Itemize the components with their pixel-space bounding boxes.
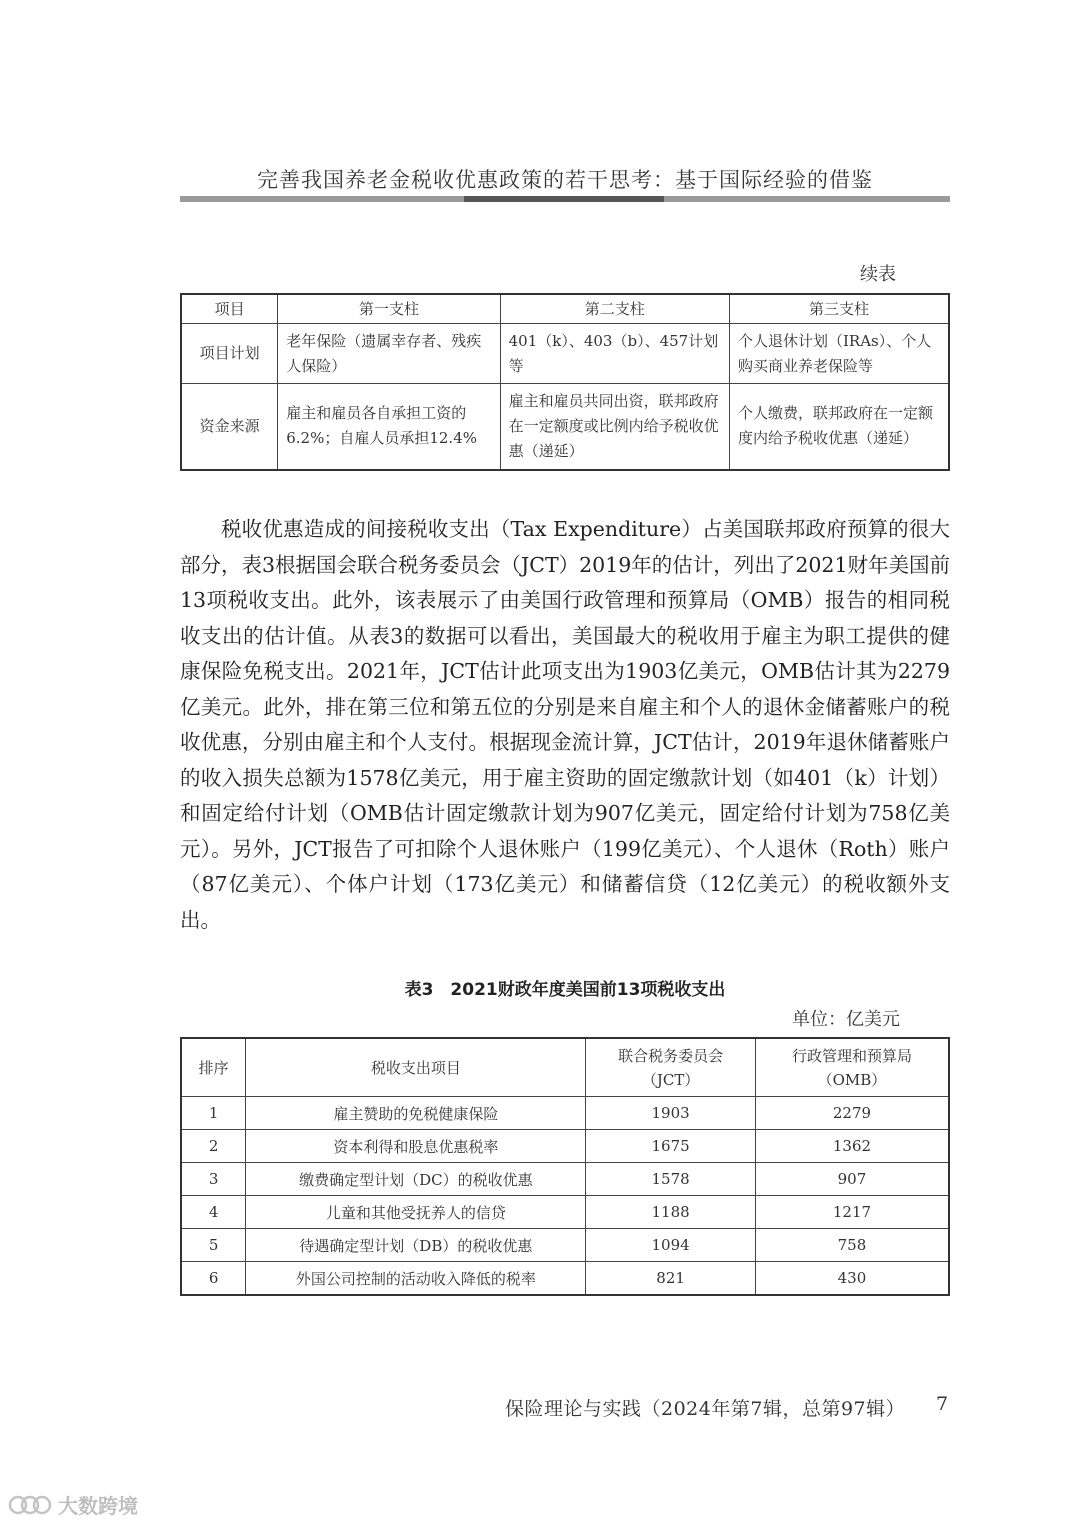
pillar-table bbox=[180, 293, 950, 471]
table-cell: 个人缴费，联邦政府在一定额度内给予税收优惠（递延） bbox=[729, 384, 949, 470]
header-rule bbox=[180, 196, 950, 202]
item-cell: 缴费确定型计划（DC）的税收优惠 bbox=[246, 1163, 586, 1196]
item-cell: 儿童和其他受抚养人的信贷 bbox=[246, 1196, 586, 1229]
table-row bbox=[181, 1262, 949, 1296]
jct-cell: 1188 bbox=[586, 1196, 756, 1229]
watermark bbox=[8, 1490, 138, 1519]
item-cell: 待遇确定型计划（DB）的税收优惠 bbox=[246, 1229, 586, 1262]
omb-cell: 2279 bbox=[755, 1097, 949, 1130]
footer-journal: 保险理论与实践（2024年第7辑，总第97辑） bbox=[505, 1398, 906, 1420]
rank-cell: 5 bbox=[181, 1229, 246, 1262]
table-row bbox=[181, 1163, 949, 1196]
table3-header-row bbox=[181, 1038, 949, 1097]
table-row bbox=[181, 1229, 949, 1262]
omb-cell: 907 bbox=[755, 1163, 949, 1196]
table3-caption: 表3 2021财政年度美国前13项税收支出 bbox=[404, 980, 726, 1000]
body-paragraph: 税收优惠造成的间接税收支出（Tax Expenditure）占美国联邦政府预算的很大部分，表3根据国会联合税务委员会（JCT）2019年的估计，列出了2021财年美国前13项税收支出。此外，该表展示了由美国行政管理和预算局（OMB）报告的相同税收支出的估计值。从表3的数据可以看出，美国最大的税收用于雇主为职工提供的健康保险免税支出。2021年，JCT估计此项支出为1903亿美元，OMB估计其为2279亿美元。此外，排在第三位和第五位的分别是来自雇主和个人的退休金储蓄账户的税收优惠，分别由雇主和个人支付。根据现金流计算，JCT估计，2019年退休储蓄账户的收入损失总额为1578亿美元，用于雇主资助的固定缴款计划（如401（k）计划）和固定给付计划（OMB估计固定缴款计划为907亿美元，固定给付计划为758亿美元）。另外，JCT报告了可扣除个人退休账户（199亿美元）、个人退休（Roth）账户（87亿美元）、个体户计划（173亿美元）和储蓄信贷（12亿美元）的税收额外支出。 bbox=[180, 517, 950, 932]
item-cell: 雇主赞助的免税健康保险 bbox=[246, 1097, 586, 1130]
omb-cell: 1362 bbox=[755, 1130, 949, 1163]
jct-cell: 1578 bbox=[586, 1163, 756, 1196]
tax-expenditure-table bbox=[180, 1037, 950, 1296]
page-number: 7 bbox=[936, 1393, 949, 1415]
item-cell: 资本利得和股息优惠税率 bbox=[246, 1130, 586, 1163]
table-cell: 雇主和雇员共同出资，联邦政府在一定额度或比例内给予税收优惠（递延） bbox=[500, 384, 729, 470]
omb-cell: 758 bbox=[755, 1229, 949, 1262]
table-cell: 401（k）、403（b）、457计划等 bbox=[500, 324, 729, 384]
watermark-logo-icon bbox=[8, 1492, 52, 1518]
running-header: 完善我国养老金税收优惠政策的若干思考：基于国际经验的借鉴 bbox=[257, 168, 873, 192]
omb-cell: 430 bbox=[755, 1262, 949, 1296]
pillar-table-col-item: 项目 bbox=[181, 294, 278, 324]
jct-cell: 1903 bbox=[586, 1097, 756, 1130]
pillar-table-col-pillar1: 第一支柱 bbox=[278, 294, 500, 324]
jct-cell: 1675 bbox=[586, 1130, 756, 1163]
table-row bbox=[181, 324, 949, 384]
table-row bbox=[181, 1196, 949, 1229]
col-omb bbox=[755, 1038, 949, 1097]
table-row bbox=[181, 1130, 949, 1163]
continued-label: 续表 bbox=[860, 264, 896, 285]
rank-cell: 3 bbox=[181, 1163, 246, 1196]
table-cell: 雇主和雇员各自承担工资的6.2%；自雇人员承担12.4% bbox=[278, 384, 500, 470]
jct-cell: 821 bbox=[586, 1262, 756, 1296]
table-cell: 老年保险（遗属幸存者、残疾人保险） bbox=[278, 324, 500, 384]
rank-cell: 1 bbox=[181, 1097, 246, 1130]
pillar-table-header-row bbox=[181, 294, 949, 324]
watermark-text: 大数跨境 bbox=[58, 1494, 138, 1518]
rank-cell: 2 bbox=[181, 1130, 246, 1163]
col-jct bbox=[586, 1038, 756, 1097]
table3-unit: 单位：亿美元 bbox=[792, 1009, 900, 1030]
jct-cell: 1094 bbox=[586, 1229, 756, 1262]
col-omb-line2: （OMB） bbox=[817, 1070, 887, 1089]
col-rank: 排序 bbox=[181, 1038, 246, 1097]
col-jct-line2: （JCT） bbox=[641, 1070, 700, 1089]
col-jct-line1: 联合税务委员会 bbox=[618, 1046, 724, 1065]
row-label: 资金来源 bbox=[181, 384, 278, 470]
omb-cell: 1217 bbox=[755, 1196, 949, 1229]
col-item: 税收支出项目 bbox=[246, 1038, 586, 1097]
table-row bbox=[181, 384, 949, 470]
row-label: 项目计划 bbox=[181, 324, 278, 384]
rank-cell: 6 bbox=[181, 1262, 246, 1296]
table-cell: 个人退休计划（IRAs）、个人购买商业养老保险等 bbox=[729, 324, 949, 384]
rank-cell: 4 bbox=[181, 1196, 246, 1229]
item-cell: 外国公司控制的活动收入降低的税率 bbox=[246, 1262, 586, 1296]
table-row bbox=[181, 1097, 949, 1130]
col-omb-line1: 行政管理和预算局 bbox=[791, 1046, 912, 1065]
pillar-table-col-pillar3: 第三支柱 bbox=[729, 294, 949, 324]
pillar-table-col-pillar2: 第二支柱 bbox=[500, 294, 729, 324]
